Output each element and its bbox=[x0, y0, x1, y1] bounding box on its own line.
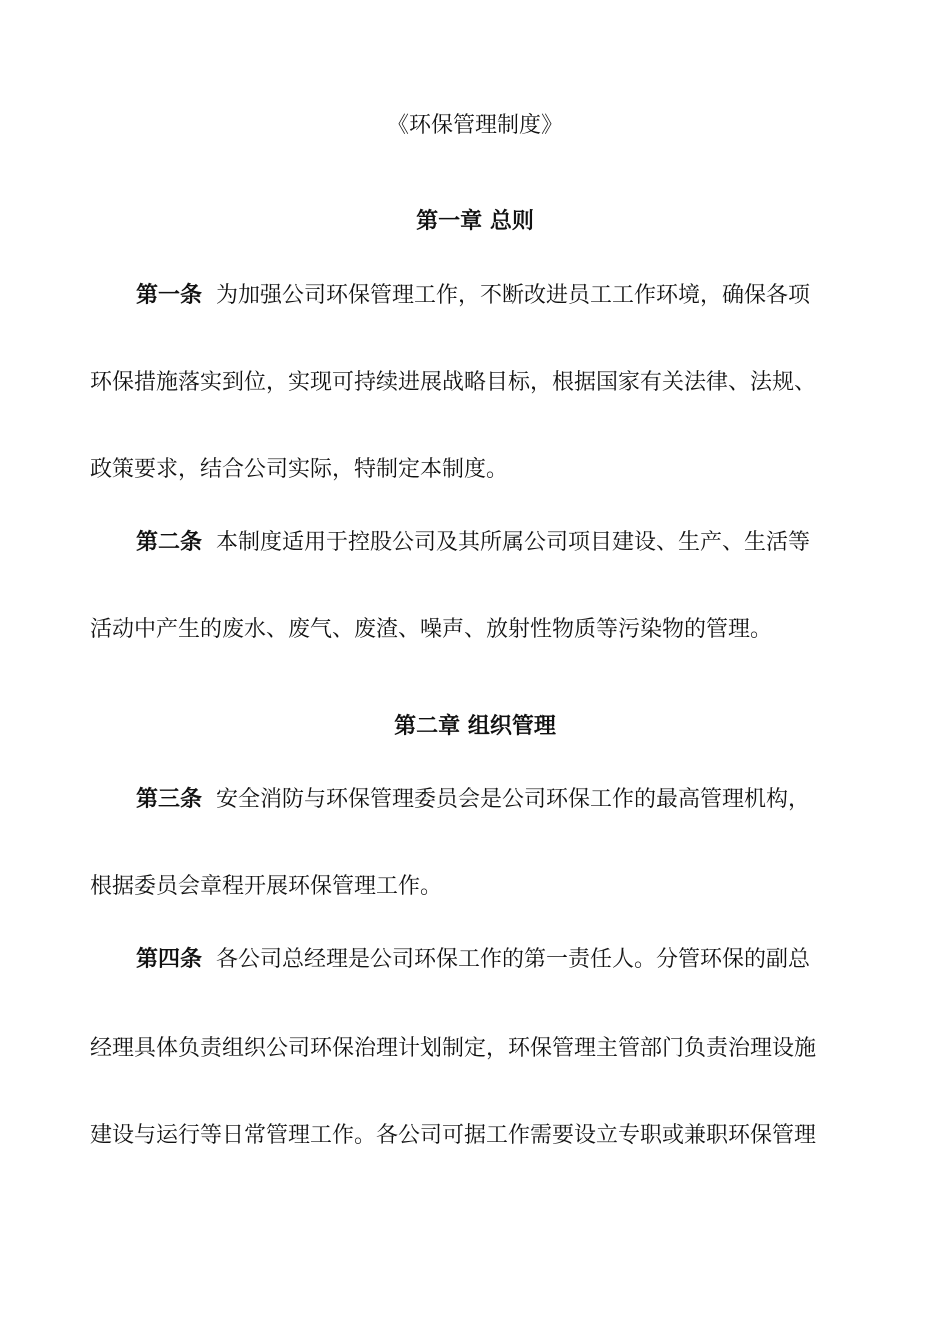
article-text-line: 环保措施落实到位，实现可持续进展战略目标，根据国家有关法律、法规、 bbox=[90, 370, 817, 395]
article-first-line bbox=[136, 942, 862, 978]
document-title: 《环保管理制度》 bbox=[386, 113, 563, 138]
article-text-line: 建设与运行等日常管理工作。各公司可据工作需要设立专职或兼职环保管理 bbox=[90, 1123, 817, 1148]
article-label: 第三条 bbox=[136, 787, 203, 812]
article-text: 各公司总经理是公司环保工作的第一责任人。分管环保的副总 bbox=[216, 947, 811, 972]
article-text-line: 经理具体负责组织公司环保治理计划制定，环保管理主管部门负责治理设施 bbox=[90, 1036, 817, 1061]
article-first-line bbox=[136, 278, 862, 314]
article-first-line bbox=[136, 782, 862, 818]
article-label: 第二条 bbox=[136, 530, 203, 555]
article-text: 安全消防与环保管理委员会是公司环保工作的最高管理机构， bbox=[216, 787, 811, 812]
article-label: 第一条 bbox=[136, 283, 203, 308]
article-text-line: 政策要求，结合公司实际，特制定本制度。 bbox=[90, 457, 509, 482]
chapter-heading: 第二章 组织管理 bbox=[394, 714, 556, 739]
article-first-line bbox=[136, 525, 862, 561]
article-text: 本制度适用于控股公司及其所属公司项目建设、生产、生活等 bbox=[216, 530, 811, 555]
article-text: 为加强公司环保管理工作，不断改进员工工作环境，确保各项 bbox=[216, 283, 811, 308]
chapter-heading: 第一章 总则 bbox=[416, 209, 534, 234]
article-text-line: 根据委员会章程开展环保管理工作。 bbox=[90, 874, 443, 899]
article-text-line: 活动中产生的废水、废气、废渣、噪声、放射性物质等污染物的管理。 bbox=[90, 617, 773, 642]
article-label: 第四条 bbox=[136, 947, 203, 972]
